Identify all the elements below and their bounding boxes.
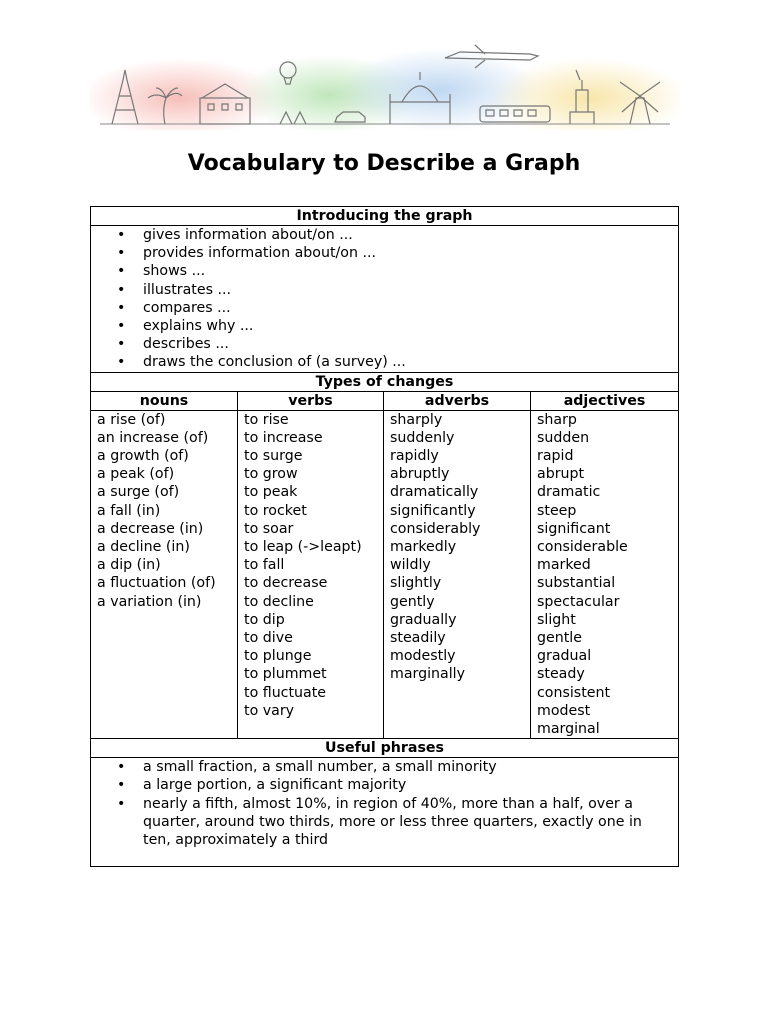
column-header-adjectives: adjectives [531, 391, 679, 410]
section-header-changes: Types of changes [91, 372, 679, 391]
list-item: gentle [537, 630, 582, 647]
list-item: • nearly a fifth, almost 10%, in region of 40%, more than a half, over a quarter, around two thirds, more or less three quarters, exactly one in ten, approximately a third [143, 795, 678, 850]
list-item: rapid [537, 448, 574, 465]
list-item: a decrease (in) [97, 520, 204, 537]
list-item: to vary [244, 702, 295, 719]
list-item: gradually [390, 611, 457, 628]
list-item: spectacular [537, 593, 620, 610]
list-item: significant [537, 520, 611, 537]
list-item: • provides information about/on ... [143, 244, 678, 262]
list-item: sharply [390, 411, 443, 428]
list-item: dramatically [390, 484, 479, 501]
list-item: considerably [390, 520, 481, 537]
adjectives-cell [531, 410, 679, 739]
list-item: steady [537, 666, 585, 683]
list-item: a fluctuation (of) [97, 575, 216, 592]
verbs-list [244, 411, 383, 720]
introducing-cell [91, 226, 679, 373]
list-item: to rise [244, 411, 289, 428]
list-item: to soar [244, 520, 294, 537]
verbs-cell [238, 410, 384, 739]
column-header-nouns: nouns [91, 391, 238, 410]
introducing-list [91, 226, 678, 372]
column-header-adverbs: adverbs [384, 391, 531, 410]
list-item: a rise (of) [97, 411, 166, 428]
list-item: considerable [537, 539, 628, 556]
list-item: marginally [390, 666, 466, 683]
list-item: a surge (of) [97, 484, 180, 501]
list-item: to surge [244, 448, 303, 465]
vocabulary-table [90, 206, 679, 867]
list-item: gently [390, 593, 435, 610]
list-item: marginal [537, 721, 600, 738]
list-item: to decrease [244, 575, 328, 592]
list-item: to rocket [244, 502, 307, 519]
adverbs-list [390, 411, 530, 684]
list-item: dramatic [537, 484, 601, 501]
list-item: gradual [537, 648, 592, 665]
page-title: Vocabulary to Describe a Graph [187, 151, 581, 176]
list-item: modest [537, 702, 591, 719]
list-item: a peak (of) [97, 466, 175, 483]
list-item: to dive [244, 630, 293, 647]
list-item: • illustrates ... [143, 281, 678, 299]
list-item: to grow [244, 466, 298, 483]
list-item: slight [537, 611, 576, 628]
list-item: steep [537, 502, 577, 519]
list-item: sudden [537, 429, 590, 446]
list-item: rapidly [390, 448, 439, 465]
list-item: to plummet [244, 666, 327, 683]
list-item: • a small fraction, a small number, a small minority [143, 758, 678, 776]
list-item: to increase [244, 429, 323, 446]
phrases-cell [91, 758, 679, 867]
list-item: to dip [244, 611, 285, 628]
section-header-introducing: Introducing the graph [91, 207, 679, 226]
list-item: consistent [537, 684, 611, 701]
list-item: a dip (in) [97, 557, 161, 574]
list-item: • compares ... [143, 299, 678, 317]
list-item: suddenly [390, 429, 455, 446]
column-header-verbs: verbs [238, 391, 384, 410]
list-item: • draws the conclusion of (a survey) ... [143, 353, 678, 371]
list-item: to decline [244, 593, 314, 610]
section-header-phrases: Useful phrases [91, 739, 679, 758]
nouns-cell [91, 410, 238, 739]
phrases-list [91, 758, 678, 849]
list-item: to peak [244, 484, 298, 501]
adjectives-list [537, 411, 678, 739]
list-item: markedly [390, 539, 457, 556]
list-item: steadily [390, 630, 446, 647]
list-item: abruptly [390, 466, 450, 483]
list-item: a growth (of) [97, 448, 189, 465]
list-item: to fluctuate [244, 684, 327, 701]
list-item: a variation (in) [97, 593, 202, 610]
list-item: • describes ... [143, 335, 678, 353]
list-item: modestly [390, 648, 456, 665]
list-item: slightly [390, 575, 442, 592]
list-item: • explains why ... [143, 317, 678, 335]
list-item: • a large portion, a significant majority [143, 776, 678, 794]
list-item: a decline (in) [97, 539, 190, 556]
list-item: • shows ... [143, 262, 678, 280]
list-item: to leap (->leapt) [244, 539, 362, 556]
nouns-list [97, 411, 237, 611]
list-item: abrupt [537, 466, 585, 483]
list-item: an increase (of) [97, 429, 209, 446]
list-item: marked [537, 557, 591, 574]
list-item: • gives information about/on ... [143, 226, 678, 244]
list-item: to plunge [244, 648, 312, 665]
adverbs-cell [384, 410, 531, 739]
travel-landmarks-banner-icon [90, 40, 680, 130]
list-item: wildly [390, 557, 431, 574]
list-item: substantial [537, 575, 616, 592]
list-item: sharp [537, 411, 577, 428]
list-item: a fall (in) [97, 502, 161, 519]
list-item: to fall [244, 557, 285, 574]
list-item: significantly [390, 502, 476, 519]
